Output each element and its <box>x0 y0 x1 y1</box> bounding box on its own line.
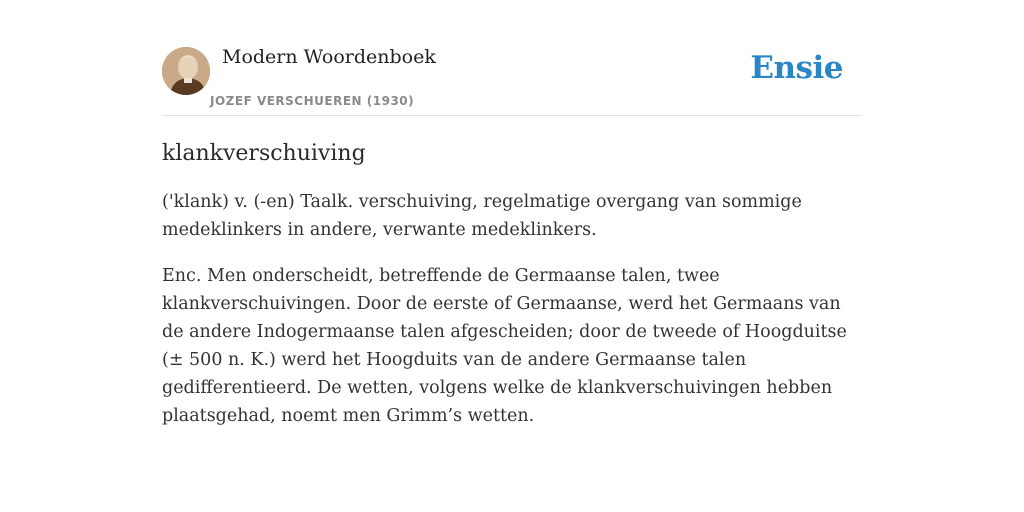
entry-header <box>162 44 862 116</box>
author-avatar[interactable] <box>162 47 210 95</box>
ensie-logo-link[interactable]: Ensie <box>750 50 843 86</box>
book-title[interactable]: Modern Woordenboek <box>222 46 436 68</box>
entry-headword: klankverschuiving <box>162 141 366 166</box>
entry-encyclopedic-note: Enc. Men onderscheidt, betreffende de Germaanse talen, twee klankverschuivingen. Door de eerste of Germaanse, werd het Germaans van de andere Indogermaanse talen afgescheiden; door de tweede of Hoogduitse (± 500 n. K.) werd het Hoogduits van de andere Germaanse talen gedifferentieerd. De wetten, volgens welke de klankverschuivingen hebben plaatsgehad, noemt men Grimm’s wetten. <box>162 266 847 426</box>
entry-definition: ('klank) v. (-en) Taalk. verschuiving, regelmatige overgang van sommige medeklinkers in andere, verwante medeklinkers. <box>162 192 802 240</box>
portrait-photo-icon <box>162 47 210 95</box>
author-name[interactable]: JOZEF VERSCHUEREN (1930) <box>210 94 415 108</box>
entry-card <box>162 44 862 430</box>
